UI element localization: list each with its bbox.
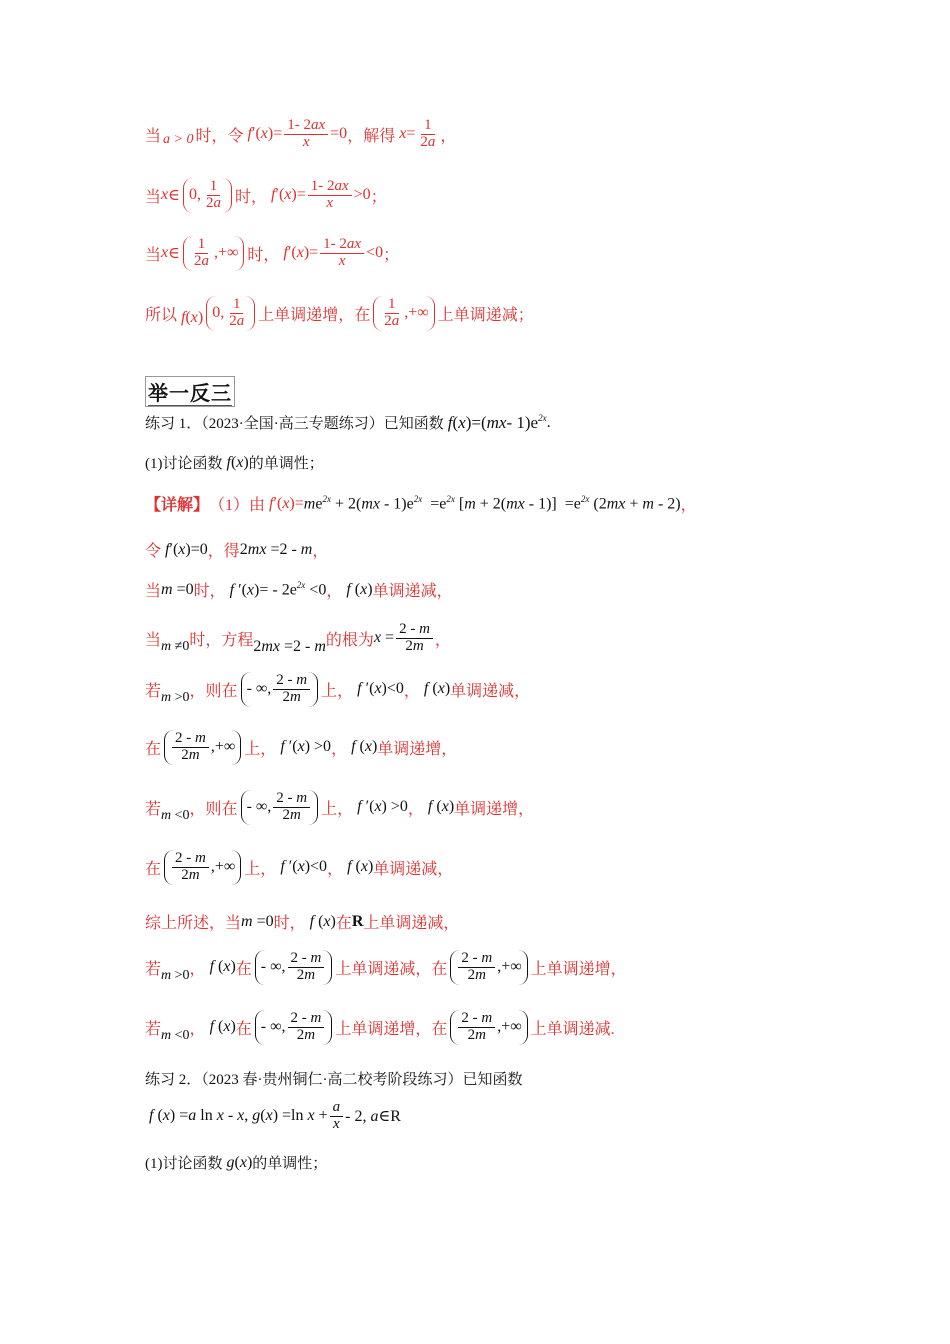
exercise1-solution-4: 当 m ≠0 时，方程 2mx =2 - m 的根为 x = $\frac{2 - m}{2m}$ ， (145, 620, 451, 655)
derivation-line-1: 当 a > 0 时，令 f ′( x )= $\frac{1- 2ax}{x}$ =0 ，解得 x = $\frac{1}{2a}$ ， (145, 117, 457, 150)
section-heading: 举一反三 (145, 376, 235, 407)
exercise2-formula: f (x) =a ln x - x, g(x) =ln x + $\frac{a}{x}$ - 2, a∈R (149, 1099, 401, 1132)
exercise1-solution-11: 若 m <0 ， f (x) 在 - ∞, $\frac{2 - m}{2m}$ 上单调递增，在 $\frac{2 - m}{2m}$ ,+∞ 上单调递减. (145, 1010, 615, 1044)
exercise1-solution-10: 若 m >0 ， f (x) 在 - ∞, $\frac{2 - m}{2m}$ 上单调递减，在 $\frac{2 - m}{2m}$ ,+∞ 上单调递增， (145, 950, 627, 984)
exercise1-solution-6: 在 $\frac{2 - m}{2m}$ ,+∞ 上， f ′(x) >0 ， f (x) 单调递增， (145, 730, 458, 763)
exercise2-title: 练习 2．（2023 春·贵州铜仁·高二校考阶段练习）已知函数 (145, 1072, 523, 1088)
exercise1-solution-1: 【详解】 （1）由 f ′( x )= $me^{2x} + 2(mx - 1)e^{2x} =e^{2x}$ $[m + 2(mx - 1)] =e^{2x}$ (2mx + m - 2) ， (145, 493, 697, 514)
exercise1-solution-8: 在 $\frac{2 - m}{2m}$ ,+∞ 上， f ′(x)<0 ， f (x) 单调递减， (145, 850, 454, 883)
derivation-line-2: 当 x ∈ 0, $\frac{1}{2a}$ 时， f ′( x )= $\frac{1- 2ax}{x}$ >0 ； (145, 178, 387, 211)
derivation-line-4: 所以 f ( x ) 0, $\frac{1}{2a}$ 上单调递增，在 $\frac{1}{2a}$ ,+∞ 上单调递减； (145, 296, 534, 329)
exercise1-solution-2: 令 f ′( x )=0 ，得 2mx =2 - m ， (145, 540, 329, 560)
exercise1-solution-5: 若 m >0 ，则在 - ∞, $\frac{2 - m}{2m}$ 上， f ′(x)<0 ， f (x) 单调递减， (145, 672, 531, 706)
exercise2-question: (1)讨论函数 g ( x ) 的单调性； (145, 1153, 328, 1172)
exercise1-title: 练习 1．（2023·全国·高三专题练习）已知函数 f ( x )=( mx - 1)e $^{2x}$ . (145, 412, 551, 432)
exercise1-question: (1)讨论函数 f ( x ) 的单调性； (145, 453, 324, 472)
derivation-line-3: 当 x ∈ $\frac{1}{2a}$ ,+∞ 时， f ′( x )= $\frac{1- 2ax}{x}$ <0 ； (145, 236, 400, 269)
exercise1-solution-9: 综上所述，当 m =0 时， f (x) 在 R 上单调递减， (145, 912, 460, 932)
exercise1-solution-3: 当 m =0 时， f $'(x)= - 2e^{2x} <0$ ， f (x) 单调递减， (145, 579, 453, 600)
exercise1-solution-7: 若 m <0 ，则在 - ∞, $\frac{2 - m}{2m}$ 上， f ′(x) >0 ， f (x) 单调递增， (145, 790, 535, 824)
